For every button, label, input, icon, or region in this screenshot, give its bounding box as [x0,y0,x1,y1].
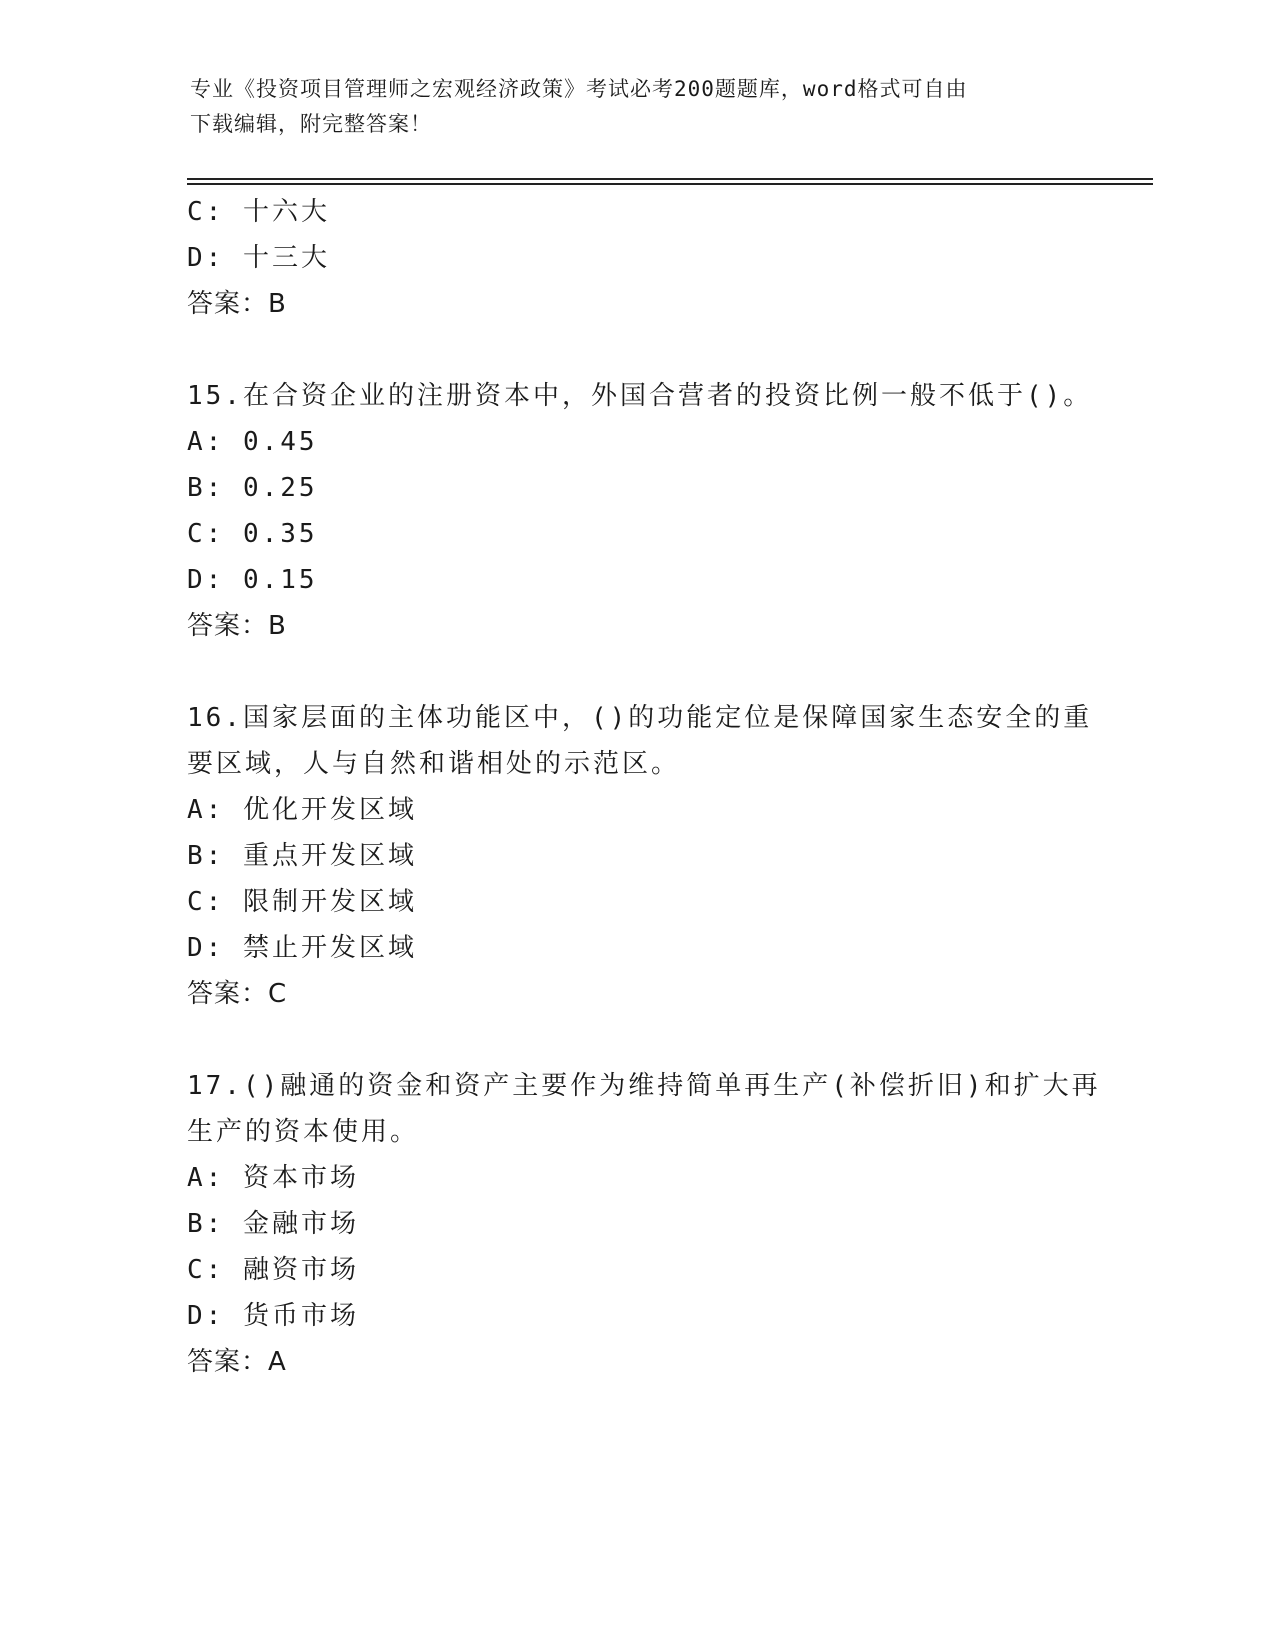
question-15 [187,373,1093,649]
answer-line: 答案：C [187,979,288,1009]
question-number: 15. [187,381,243,411]
option-c: C: 0.35 [187,519,318,549]
question-text: 国家层面的主体功能区中，()的功能定位是保障国家生态安全的重 [242,703,1093,733]
header-line-2: 下载编辑，附完整答案！ [190,112,432,136]
spacer [187,327,1087,373]
option-d: D: 禁止开发区域 [187,933,417,963]
option-d: D: 十三大 [187,243,330,273]
spacer [187,1017,1087,1063]
answer-line: 答案：A [187,1347,287,1377]
question-stem-line-1 [187,695,1093,741]
question-number: 17. [187,1071,243,1101]
option-d: D: 0.15 [187,565,318,595]
question-stem-line-1 [187,1063,1101,1109]
question-16 [187,695,1093,1017]
option-b: B: 金融市场 [187,1209,359,1239]
header-rule-top [187,178,1153,180]
header-line-1: 专业《投资项目管理师之宏观经济政策》考试必考200题题库，word格式可自由 [190,77,968,101]
question-list [187,189,1101,1385]
question-stem-line-2: 生产的资本使用。 [187,1117,420,1147]
option-c: C: 限制开发区域 [187,887,417,917]
question-stem-line-2: 要区域，人与自然和谐相处的示范区。 [187,749,681,779]
spacer [187,649,1087,695]
document-header [190,72,1090,142]
question-17 [187,1063,1101,1385]
previous-question-tail [187,189,1087,327]
option-b: B: 0.25 [187,473,318,503]
answer-line: 答案：B [187,611,287,641]
option-d: D: 货币市场 [187,1301,359,1331]
option-a: A: 资本市场 [187,1163,359,1193]
question-text: 在合资企业的注册资本中，外国合营者的投资比例一般不低于()。 [242,381,1093,411]
question-stem [187,373,1093,419]
option-a: A: 优化开发区域 [187,795,417,825]
question-number: 16. [187,703,243,733]
option-c: C: 十六大 [187,197,330,227]
option-b: B: 重点开发区域 [187,841,417,871]
answer-line: 答案：B [187,289,287,319]
header-rule-bottom [187,183,1153,185]
option-a: A: 0.45 [187,427,318,457]
question-text: ()融通的资金和资产主要作为维持简单再生产(补偿折旧)和扩大再 [242,1071,1101,1101]
option-c: C: 融资市场 [187,1255,359,1285]
